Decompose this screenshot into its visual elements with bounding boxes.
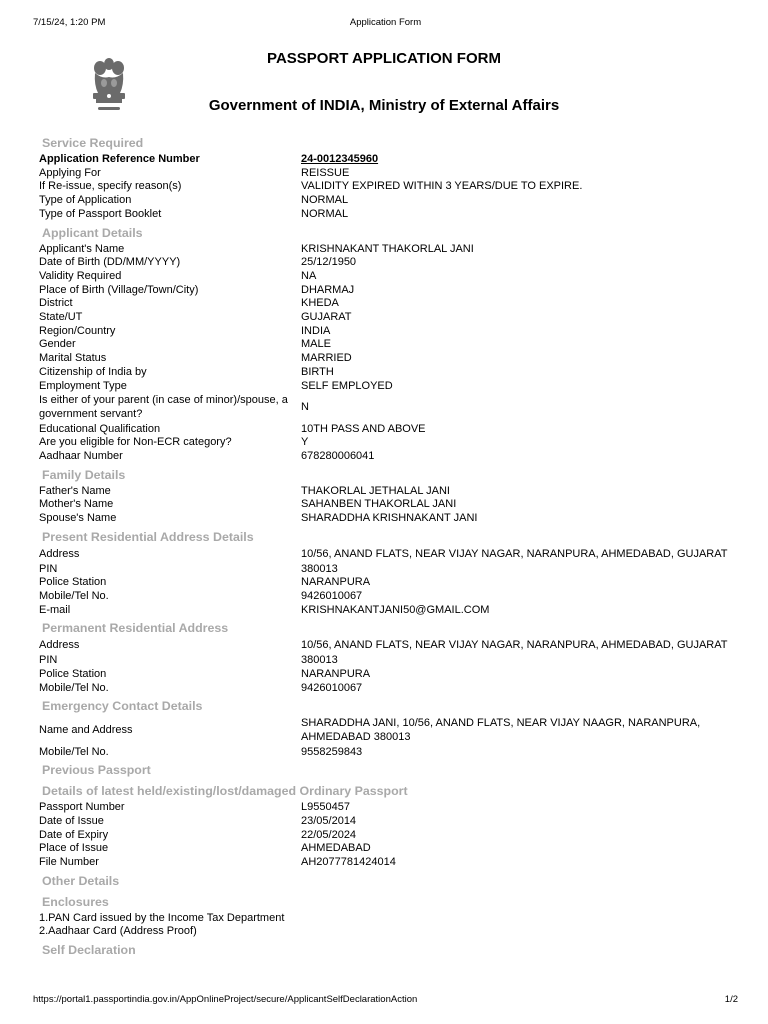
section-heading-applicant: Applicant Details: [42, 225, 143, 240]
section-heading-other: Other Details: [42, 873, 120, 888]
field-label: Address: [39, 639, 80, 652]
section-heading-family: Family Details: [42, 467, 126, 482]
field-label: Gender: [39, 338, 76, 351]
field-value: SHARADDHA KRISHNAKANT JANI: [301, 512, 478, 525]
field-label: PIN: [39, 562, 58, 575]
field-value: GUJARAT: [301, 311, 352, 324]
field-label: Citizenship of India by: [39, 365, 147, 378]
field-row: [39, 243, 739, 257]
field-row: [39, 842, 739, 856]
field-row: [39, 180, 739, 194]
field-label: Educational Qualification: [39, 422, 161, 435]
field-label: Application Reference Number: [39, 153, 200, 165]
field-row: [39, 829, 739, 843]
form-content: [39, 132, 739, 960]
field-label: Police Station: [39, 576, 107, 589]
field-value: BIRTH: [301, 365, 334, 378]
field-value: MARRIED: [301, 352, 352, 365]
field-row: [39, 284, 739, 298]
field-row: [39, 423, 739, 437]
field-value: 380013: [301, 654, 338, 667]
field-row: [39, 338, 739, 352]
section-heading-previous-passport: Previous Passport: [42, 763, 151, 778]
field-row: [39, 512, 739, 526]
field-value: 9426010067: [301, 681, 363, 694]
field-value: THAKORLAL JETHALAL JANI: [301, 484, 450, 497]
field-label: Place of Birth (Village/Town/City): [39, 283, 199, 296]
field-value: AHMEDABAD: [301, 842, 371, 855]
field-row-address: [39, 638, 739, 654]
field-row: [39, 563, 739, 577]
print-header: [33, 17, 738, 31]
field-value: AH2077781424014: [301, 856, 396, 869]
form-subtitle: Government of INDIA, Ministry of External Affairs: [208, 97, 560, 114]
field-row: [39, 325, 739, 339]
field-label: Date of Issue: [39, 815, 104, 828]
field-row: [39, 352, 739, 366]
field-label: Type of Passport Booklet: [39, 207, 162, 220]
field-value: DHARMAJ: [301, 283, 355, 296]
field-value: NARANPURA: [301, 667, 371, 680]
field-row-emergency-name: [39, 716, 739, 745]
field-label: Address: [39, 547, 80, 560]
field-value: NORMAL: [301, 207, 349, 220]
field-row: [39, 297, 739, 311]
field-label: District: [39, 297, 73, 310]
field-row: [39, 194, 739, 208]
print-url: https://portal1.passportindia.gov.in/AppOnlineProject/secure/ApplicantSelfDeclarationAction: [33, 994, 418, 1005]
field-row: [39, 208, 739, 222]
field-value: NA: [301, 269, 317, 282]
field-label: Marital Status: [39, 352, 107, 365]
field-value: 10TH PASS AND ABOVE: [301, 422, 426, 435]
field-value: SELF EMPLOYED: [301, 379, 393, 392]
field-row: [39, 498, 739, 512]
field-value: N: [301, 401, 309, 414]
field-row-address: [39, 547, 739, 563]
section-heading-latest-passport: Details of latest held/existing/lost/damaged Ordinary Passport: [42, 784, 408, 799]
field-value: KRISHNAKANTJANI50@GMAIL.COM: [301, 603, 490, 616]
section-heading-service: Service Required: [42, 136, 144, 150]
section-heading-permanent-address: Permanent Residential Address: [42, 621, 229, 636]
field-label: Region/Country: [39, 324, 116, 337]
section-heading-present-address: Present Residential Address Details: [42, 529, 254, 544]
field-value: REISSUE: [301, 166, 350, 179]
field-label: State/UT: [39, 311, 83, 324]
field-label: Is either of your parent (in case of minor)/spouse, a government servant?: [39, 394, 288, 420]
field-row: [39, 856, 739, 870]
field-value: INDIA: [301, 324, 331, 337]
field-row: [39, 654, 739, 668]
field-value: KHEDA: [301, 297, 339, 310]
field-value: 10/56, ANAND FLATS, NEAR VIJAY NAGAR, NARANPURA, AHMEDABAD, GUJARAT: [301, 547, 728, 560]
field-value: MALE: [301, 338, 331, 351]
field-label: Type of Application: [39, 194, 132, 207]
field-row: [39, 682, 739, 696]
print-timestamp: 7/15/24, 1:20 PM: [33, 17, 106, 28]
field-value: L9550457: [301, 801, 350, 814]
field-label: Father's Name: [39, 484, 111, 497]
field-row: [39, 590, 739, 604]
field-row: [39, 366, 739, 380]
field-row: [39, 270, 739, 284]
field-label: Mother's Name: [39, 498, 114, 511]
field-value: 25/12/1950: [301, 256, 357, 269]
field-label: Mobile/Tel No.: [39, 681, 109, 694]
field-label: Date of Birth (DD/MM/YYYY): [39, 256, 181, 269]
field-row-reference: [39, 153, 739, 167]
field-label: Applicant's Name: [39, 242, 125, 255]
field-row: [39, 380, 739, 394]
field-row: [39, 815, 739, 829]
field-value: 9426010067: [301, 589, 363, 602]
field-row: [39, 311, 739, 325]
field-row: [39, 167, 739, 181]
field-value: 22/05/2024: [301, 828, 357, 841]
field-label: File Number: [39, 856, 99, 869]
field-label: Police Station: [39, 667, 107, 680]
field-label: Date of Expiry: [39, 828, 109, 841]
field-row: [39, 604, 739, 618]
section-heading-self-declaration: Self Declaration: [42, 942, 136, 957]
field-value: KRISHNAKANT THAKORLAL JANI: [301, 242, 474, 255]
section-heading-emergency: Emergency Contact Details: [42, 699, 203, 714]
field-row: [39, 668, 739, 682]
field-row: [39, 576, 739, 590]
enclosure-item: 2.Aadhaar Card (Address Proof): [39, 925, 197, 938]
print-footer: [33, 994, 738, 1008]
field-label: Are you eligible for Non-ECR category?: [39, 436, 232, 449]
section-heading-enclosures: Enclosures: [42, 894, 109, 909]
field-row: [39, 450, 739, 464]
field-label: Spouse's Name: [39, 512, 117, 525]
field-row: [39, 256, 739, 270]
field-label: E-mail: [39, 603, 71, 616]
field-value: VALIDITY EXPIRED WITHIN 3 YEARS/DUE TO EXPIRE.: [301, 180, 583, 193]
field-label: Validity Required: [39, 269, 122, 282]
field-label: Passport Number: [39, 801, 125, 814]
field-label: Mobile/Tel No.: [39, 589, 109, 602]
field-value: 380013: [301, 562, 338, 575]
field-value: SHARADDHA JANI, 10/56, ANAND FLATS, NEAR VIJAY NAAGR, NARANPURA, AHMEDABAD 380013: [301, 717, 701, 743]
form-title: PASSPORT APPLICATION FORM: [267, 50, 501, 67]
field-value: 9558259843: [301, 745, 363, 758]
field-label: Mobile/Tel No.: [39, 745, 109, 758]
field-value: 678280006041: [301, 450, 375, 463]
field-row-govt-servant: [39, 393, 739, 422]
field-row: [39, 801, 739, 815]
field-label: Applying For: [39, 166, 101, 179]
field-label: If Re-issue, specify reason(s): [39, 180, 182, 193]
field-label: Place of Issue: [39, 842, 109, 855]
field-label: Name and Address: [39, 724, 133, 737]
field-row: [39, 746, 739, 760]
field-label: Employment Type: [39, 379, 127, 392]
field-value: Y: [301, 436, 309, 449]
field-row: [39, 485, 739, 499]
field-value: NARANPURA: [301, 576, 371, 589]
field-value: 10/56, ANAND FLATS, NEAR VIJAY NAGAR, NARANPURA, AHMEDABAD, GUJARAT: [301, 639, 728, 652]
reference-number: 24-0012345960: [301, 153, 379, 165]
field-value: 23/05/2014: [301, 815, 357, 828]
enclosure-item: 1.PAN Card issued by the Income Tax Department: [39, 911, 285, 924]
field-value: SAHANBEN THAKORLAL JANI: [301, 498, 457, 511]
field-label: Aadhaar Number: [39, 450, 123, 463]
page-number: 1/2: [724, 994, 738, 1005]
field-label: PIN: [39, 654, 58, 667]
field-value: NORMAL: [301, 194, 349, 207]
field-row: [39, 436, 739, 450]
print-page-title: Application Form: [349, 17, 422, 28]
